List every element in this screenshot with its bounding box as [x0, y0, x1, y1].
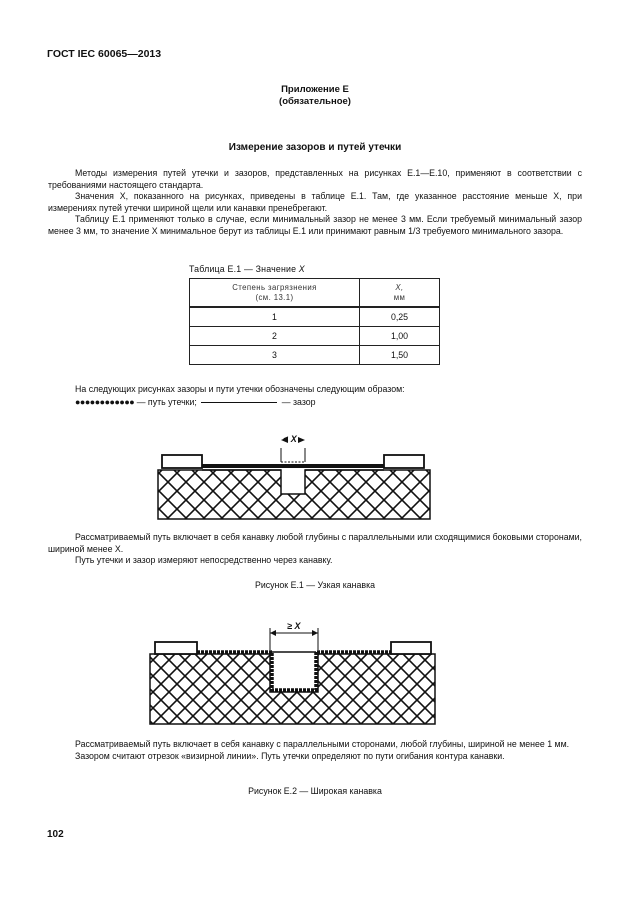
col-header-x-line1: X, [395, 282, 404, 292]
intro-paragraph-1: Методы измерения путей утечки и зазоров, представленных на рисунках Е.1—Е.10, применяют в соответствии с требованиями настоящего стандарта. [48, 168, 582, 190]
table-caption-prefix: Таблица Е.1 — Значение [189, 264, 297, 274]
table-caption [189, 264, 305, 274]
table-row [190, 346, 440, 365]
col-header-degree [190, 279, 360, 308]
intro-text [48, 168, 582, 238]
legend-creepage: — путь утечки; [136, 397, 197, 407]
intro-paragraph-3: Таблицу Е.1 применяют только в случае, если минимальный зазор не менее 3 мм. Если требуемый минимальный зазор менее 3 мм, то значение X минимальное берут из таблицы Е.1 или принимают равным 1/3 требуемого минимального зазора. [48, 214, 582, 236]
cell-degree: 1 [190, 307, 360, 327]
clearance-line-icon [201, 402, 277, 403]
figure-2-dim-label: ≥ X [287, 621, 301, 631]
values-table [189, 278, 440, 365]
figure-2-text-1: Рассматриваемый путь включает в себя канавку с параллельными сторонами, любой глубины, шириной не менее 1 мм. [75, 739, 570, 749]
cell-degree: 2 [190, 327, 360, 346]
cell-value: 0,25 [360, 307, 440, 327]
figure-2-caption: Рисунок Е.2 — Широкая канавка [248, 786, 382, 796]
col-header-degree-line2: (см. 13.1) [255, 292, 294, 302]
intro-paragraph-2: Значения X, показанного на рисунках, приведены в таблице Е.1. Там, где указанное расстояние меньше X, при измерениях путей утечки шириной щели или канавки пренебрегают. [48, 191, 582, 213]
cell-degree: 3 [190, 346, 360, 365]
col-header-x [360, 279, 440, 308]
figure-1-description [48, 532, 582, 567]
table-caption-var: X [298, 264, 305, 274]
creepage-dots-icon: ●●●●●●●●●●●● [75, 397, 135, 407]
annex-title: Приложение Е [281, 84, 349, 95]
figure-1-dim-label: < X [283, 434, 297, 444]
figure-1-caption: Рисунок Е.1 — Узкая канавка [254, 580, 376, 590]
figure-2-text-2: Зазором считают отрезок «визирной линии». Путь утечки определяют по пути огибания контура канавки. [75, 750, 505, 761]
section-title: Измерение зазоров и путей утечки [228, 142, 402, 153]
document-header: ГОСТ IEC 60065—2013 [47, 48, 162, 60]
figure-2-wide-groove [145, 620, 440, 730]
figure-1-text-2: Путь утечки и зазор измеряют непосредственно через канавку. [75, 555, 333, 566]
col-header-degree-line1: Степень загрязнения [232, 282, 317, 292]
table-header-row [190, 279, 440, 308]
cell-value: 1,00 [360, 327, 440, 346]
page-number: 102 [47, 829, 64, 840]
col-header-x-line2: мм [393, 292, 406, 302]
table-row [190, 307, 440, 327]
cell-value: 1,50 [360, 346, 440, 365]
annex-status: (обязательное) [279, 96, 351, 107]
figure-1-text-1: Рассматриваемый путь включает в себя канавку любой глубины с параллельными или сходящимися боковыми сторонами, шириной менее X. [48, 532, 582, 554]
legend-clearance: — зазор [281, 397, 316, 407]
figure-2-description [48, 739, 582, 762]
legend-intro: На следующих рисунках зазоры и пути утечки обозначены следующим образом: [75, 384, 405, 394]
legend-line [75, 397, 316, 407]
table-row [190, 327, 440, 346]
